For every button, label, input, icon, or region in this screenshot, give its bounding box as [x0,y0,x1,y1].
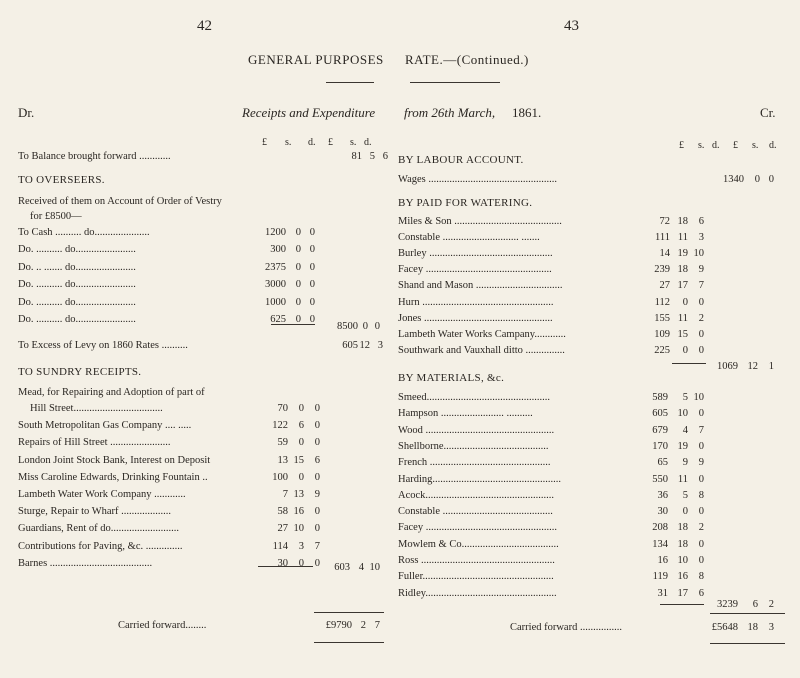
watering-row-shillings: 15 [677,328,688,340]
sundry-row [18,454,378,468]
col-d: d. [712,140,720,151]
watering-row-shillings: 11 [677,232,688,244]
watering-total-shillings: 12 [747,361,758,372]
material-row [398,538,788,552]
cash-row-label: Do. .. ....... do....................... [18,261,136,273]
watering-row-pence: 6 [698,216,704,227]
watering-row-pence: 0 [698,328,704,340]
sundry-row-label: Miss Caroline Edwards, Drinking Fountain .. [18,471,208,483]
balance-pounds: 81 [351,151,362,162]
material-row-pence: 0 [698,440,704,452]
material-row-shillings: 4 [682,424,688,436]
sundry-row [18,540,378,554]
excess-pence: 3 [377,340,383,351]
sundry-row-shillings: 16 [293,506,304,518]
sundry-row-label: Barnes ....................................... [18,557,153,569]
material-row-label: Wood ................................................. [398,424,555,436]
material-row-pence: 7 [698,424,704,436]
watering-total-pounds: 1069 [717,361,738,372]
cash-row-shillings: 0 [295,314,301,325]
title-left: GENERAL PURPOSES [248,52,384,67]
col-s: s. [698,140,705,151]
material-row [398,554,788,568]
watering-row-pounds: 109 [654,328,670,340]
balance-row [18,150,388,164]
cr-label: Cr. [760,105,776,120]
sundry-row-pence: 0 [314,437,320,449]
material-row-pence: 0 [698,555,704,566]
right-carried-row [398,621,788,635]
cash-row [18,278,378,292]
sundry-row-shillings: 10 [293,523,304,535]
material-row-shillings: 18 [677,522,688,534]
right-carried-pence: 3 [768,622,774,633]
watering-row-shillings: 19 [677,248,688,260]
sundry-row-pounds: 7 [282,489,288,500]
watering-row-label: Burley ............................................... [398,248,553,260]
material-row-pounds: 30 [657,506,668,518]
cash-total-row [18,320,378,334]
material-row-label: Ross ................................................... [398,555,555,566]
cash-row-pounds: 625 [270,314,286,325]
col-d: d. [308,137,316,148]
material-row [398,424,788,438]
left-carried-pence: 7 [374,620,380,631]
material-row-pence: 10 [693,392,704,403]
sundry-row-pence: 6 [314,454,320,466]
material-row-pounds: 31 [657,587,668,599]
material-row-label: Smeed............................................... [398,392,550,403]
section-watering: BY PAID FOR WATERING. [398,197,533,209]
col-pound: £ [679,140,684,151]
watering-row-label: Constable ............................. ....... [398,232,540,244]
sundry-row-shillings: 3 [298,540,304,552]
cash-row-label: Do. .......... do....................... [18,296,136,308]
sundry-row-label: Contributions for Paving, &c. .............. [18,540,183,552]
watering-row-pence: 9 [698,264,704,276]
materials-total-row [398,598,788,612]
watering-row-label: Southwark and Vauxhall ditto ............... [398,344,565,356]
watering-row-pence: 10 [693,248,704,260]
material-row-shillings: 5 [682,392,688,403]
left-carried-row [18,619,388,633]
watering-row-label: Miles & Son ......................................... [398,216,562,227]
cash-row-label: Do. .......... do....................... [18,244,136,256]
sundry-row-pounds: 100 [272,471,288,483]
material-row-shillings: 16 [677,571,688,583]
col-d: d. [769,140,777,151]
left-carried-label: Carried forward........ [118,620,207,631]
material-row-label: Hampson ........................ .......... [398,408,533,420]
watering-row [398,231,788,245]
cash-row-pence: 0 [309,244,315,256]
watering-row [398,328,788,342]
watering-row-shillings: 17 [677,280,688,292]
cash-row-label: Do. .......... do....................... [18,314,136,325]
dr-label: Dr. [18,105,35,120]
cash-total-pence: 0 [374,321,380,332]
sundry-row-pence: 0 [314,523,320,535]
sundry-row-pounds: 58 [277,506,288,518]
watering-row-label: Lambeth Water Works Campany............ [398,328,566,340]
sundry-total-row [18,561,378,575]
sundry-row-shillings: 15 [293,454,304,466]
watering-row-pounds: 27 [659,280,670,292]
from-date: from 26th March, [404,105,496,120]
balance-pence: 6 [382,151,388,162]
sundry-row [18,419,378,433]
watering-row-pounds: 225 [654,344,670,356]
watering-row-pounds: 239 [654,264,670,276]
cash-row-shillings: 0 [295,279,301,291]
excess-shillings: 12 [359,340,370,351]
wages-pounds: 1340 [723,174,744,185]
material-row-shillings: 9 [682,457,688,469]
watering-row-label: Jones ................................................. [398,312,553,324]
sundry-row [18,522,378,536]
watering-row-shillings: 11 [677,312,688,324]
cash-row-pounds: 1000 [265,296,286,308]
material-row [398,489,788,503]
cash-row-pounds: 300 [270,244,286,256]
col-pound: £ [733,140,738,151]
sundry-row-pounds: 122 [272,420,288,432]
page-number-right: 43 [564,18,579,34]
sundry-row-pence: 9 [314,489,320,500]
received-line-1: Received of them on Account of Order of Vestry [18,196,222,207]
sundry-row [18,505,378,519]
sundry-row [18,471,378,485]
sundry-row-pounds: 59 [277,437,288,449]
sundry-row-shillings: 0 [298,403,304,414]
cash-row-shillings: 0 [295,244,301,256]
material-row-pence: 0 [698,408,704,420]
cash-row [18,296,378,310]
sundry-row-shillings: 0 [298,471,304,483]
material-row-pence: 8 [698,489,704,501]
wages-pence: 0 [768,174,774,185]
sundry-row-label: Repairs of Hill Street ....................... [18,437,171,449]
cash-row-pounds: 2375 [265,261,286,273]
material-row-label: French .............................................. [398,457,551,469]
page-number-left: 42 [197,18,212,34]
cash-row-label: Do. .......... do....................... [18,279,136,291]
watering-row-pounds: 155 [654,312,670,324]
cash-row-shillings: 0 [295,296,301,308]
cash-row-shillings: 0 [295,227,301,238]
wages-label: Wages ................................................. [398,174,557,185]
material-row-pence: 0 [698,538,704,550]
right-carried-label: Carried forward ................ [510,622,622,633]
material-row-shillings: 11 [677,473,688,485]
material-row-pounds: 208 [652,522,668,534]
material-row-shillings: 5 [682,489,688,501]
right-carried-pounds: £5648 [711,622,738,633]
material-row-pounds: 65 [657,457,668,469]
material-row-label: Ridley.................................................. [398,587,557,599]
watering-total-pence: 1 [768,361,774,372]
material-row [398,505,788,519]
material-row-pence: 2 [698,522,704,534]
sundry-row-label: Hill Street.................................. [30,403,163,414]
cash-row-pence: 0 [309,296,315,308]
material-row-pounds: 679 [652,424,668,436]
excess-pounds: 605 [342,340,358,351]
material-row-shillings: 10 [677,555,688,566]
watering-row-pounds: 112 [654,296,670,308]
title-right: RATE.—(Continued.) [405,52,529,67]
cash-row [18,261,378,275]
sundry-row-pounds: 30 [277,557,288,569]
cash-row-pence: 0 [309,314,315,325]
watering-row-pence: 0 [698,296,704,308]
sundry-row-label: Lambeth Water Work Company ............ [18,489,186,500]
sundry-row-pence: 0 [314,420,320,432]
material-row-label: Shellborne........................................ [398,440,549,452]
receipts-heading: Receipts and Expenditure [242,105,376,120]
material-row-shillings: 18 [677,538,688,550]
watering-row-pounds: 72 [659,216,670,227]
watering-row [398,344,788,358]
balance-label: To Balance brought forward ............ [18,151,171,162]
cash-row-pence: 0 [309,227,315,238]
sundry-row-shillings: 0 [298,437,304,449]
cash-row [18,226,378,240]
col-pound: £ [328,137,333,148]
material-row [398,570,788,584]
section-materials: BY MATERIALS, &c. [398,372,505,384]
material-row-shillings: 10 [677,408,688,420]
watering-row-pence: 2 [698,312,704,324]
col-pound: £ [262,137,267,148]
watering-row-shillings: 18 [677,264,688,276]
sundry-total-pence: 10 [369,562,380,573]
watering-row-shillings: 18 [677,216,688,227]
material-row-pounds: 550 [652,473,668,485]
material-row-label: Harding................................................. [398,473,562,485]
sundry-row-label: South Metropolitan Gas Company .... ..... [18,420,192,432]
right-carried-shillings: 18 [747,622,758,633]
material-row-pounds: 16 [657,555,668,566]
sundry-row [18,488,378,502]
cash-total-pounds: 8500 [337,321,358,332]
watering-row-pounds: 111 [655,232,670,244]
excess-label: To Excess of Levy on 1860 Rates .......... [18,340,188,351]
sundry-row-shillings: 0 [298,557,304,569]
material-row-label: Mowlem & Co..................................... [398,538,559,550]
sundry-row-pence: 7 [314,540,320,552]
material-row-shillings: 0 [682,506,688,518]
material-row-pounds: 36 [657,489,668,501]
cash-row [18,243,378,257]
cash-row-pounds: 3000 [265,279,286,291]
watering-row-label: Shand and Mason ................................. [398,280,563,292]
watering-row [398,247,788,261]
material-row-pence: 8 [698,571,704,583]
material-row [398,456,788,470]
sundry-row-pounds: 70 [277,403,288,414]
sundry-row-pence: 0 [314,403,320,414]
sundry-total-shillings: 4 [358,562,364,573]
cash-row-pence: 0 [309,279,315,291]
balance-shillings: 5 [369,151,375,162]
watering-row-label: Hurn .................................................. [398,296,554,308]
material-row-label: Constable .......................................... [398,506,553,518]
watering-row-pence: 7 [698,280,704,292]
material-row [398,407,788,421]
watering-row [398,263,788,277]
cash-row-label: To Cash .......... do..................... [18,227,150,238]
watering-row-shillings: 0 [682,296,688,308]
material-row-pounds: 119 [652,571,668,583]
material-row-pounds: 589 [652,392,668,403]
material-row-pounds: 134 [652,538,668,550]
material-row-shillings: 17 [677,587,688,599]
sundry-row-pounds: 114 [272,540,288,552]
watering-row-pounds: 14 [659,248,670,260]
sundry-row-pounds: 27 [277,523,288,535]
material-row-pence: 0 [698,506,704,518]
material-row-pence: 0 [698,473,704,485]
sundry-row-label: Sturge, Repair to Wharf ................... [18,506,172,518]
sundry-row-shillings: 6 [298,420,304,432]
watering-row-shillings: 0 [682,344,688,356]
cash-row-pence: 0 [309,261,315,273]
col-s: s. [350,137,357,148]
material-row-pence: 6 [698,587,704,599]
cash-row-pounds: 1200 [265,227,286,238]
material-row-label: Facey .................................................. [398,522,557,534]
material-row-label: Fuller.................................................. [398,571,554,583]
left-carried-pounds: £9790 [325,620,352,631]
watering-row [398,296,788,310]
sundry-total-pounds: 603 [334,562,350,573]
col-s: s. [285,137,292,148]
watering-row-pence: 0 [698,344,704,356]
excess-row [18,339,383,353]
sundry-row [18,436,378,450]
material-row-pence: 9 [698,457,704,469]
col-d: d. [364,137,372,148]
col-s: s. [752,140,759,151]
sundry-row-shillings: 13 [293,489,304,500]
sundry-row-pence: 0 [314,557,320,569]
material-row-label: Acock................................................. [398,489,555,501]
watering-row [398,215,788,229]
sundry-row-pounds: 13 [277,454,288,466]
cash-row-shillings: 0 [295,261,301,273]
sundry-row-pence: 0 [314,471,320,483]
sundry-row-label: London Joint Stock Bank, Interest on Deposit [18,454,211,466]
cash-total-shillings: 0 [362,321,368,332]
sundry-row [18,402,378,416]
wages-shillings: 0 [754,174,760,185]
section-sundry: TO SUNDRY RECEIPTS. [18,366,142,378]
year: 1861. [512,105,542,120]
sundry-row-pence: 0 [314,506,320,518]
material-row-pounds: 170 [652,440,668,452]
material-row-shillings: 19 [677,440,688,452]
mead-line-1: Mead, for Repairing and Adoption of part of [18,387,205,398]
watering-row [398,279,788,293]
material-row [398,440,788,454]
material-row-pounds: 605 [652,408,668,420]
watering-row [398,312,788,326]
watering-row-label: Facey ................................................ [398,264,552,276]
left-carried-shillings: 2 [360,620,366,631]
watering-row-pence: 3 [698,232,704,244]
section-labour: BY LABOUR ACCOUNT. [398,154,524,166]
material-row [398,521,788,535]
received-line-2: for £8500— [30,211,82,222]
materials-total-pence: 2 [768,599,774,610]
material-row [398,473,788,487]
section-overseers: TO OVERSEERS. [18,174,105,186]
sundry-row-label: Guardians, Rent of do.......................... [18,523,179,535]
wages-row [398,173,788,187]
materials-total-pounds: 3239 [717,599,738,610]
materials-total-shillings: 6 [752,599,758,610]
material-row [398,391,788,405]
